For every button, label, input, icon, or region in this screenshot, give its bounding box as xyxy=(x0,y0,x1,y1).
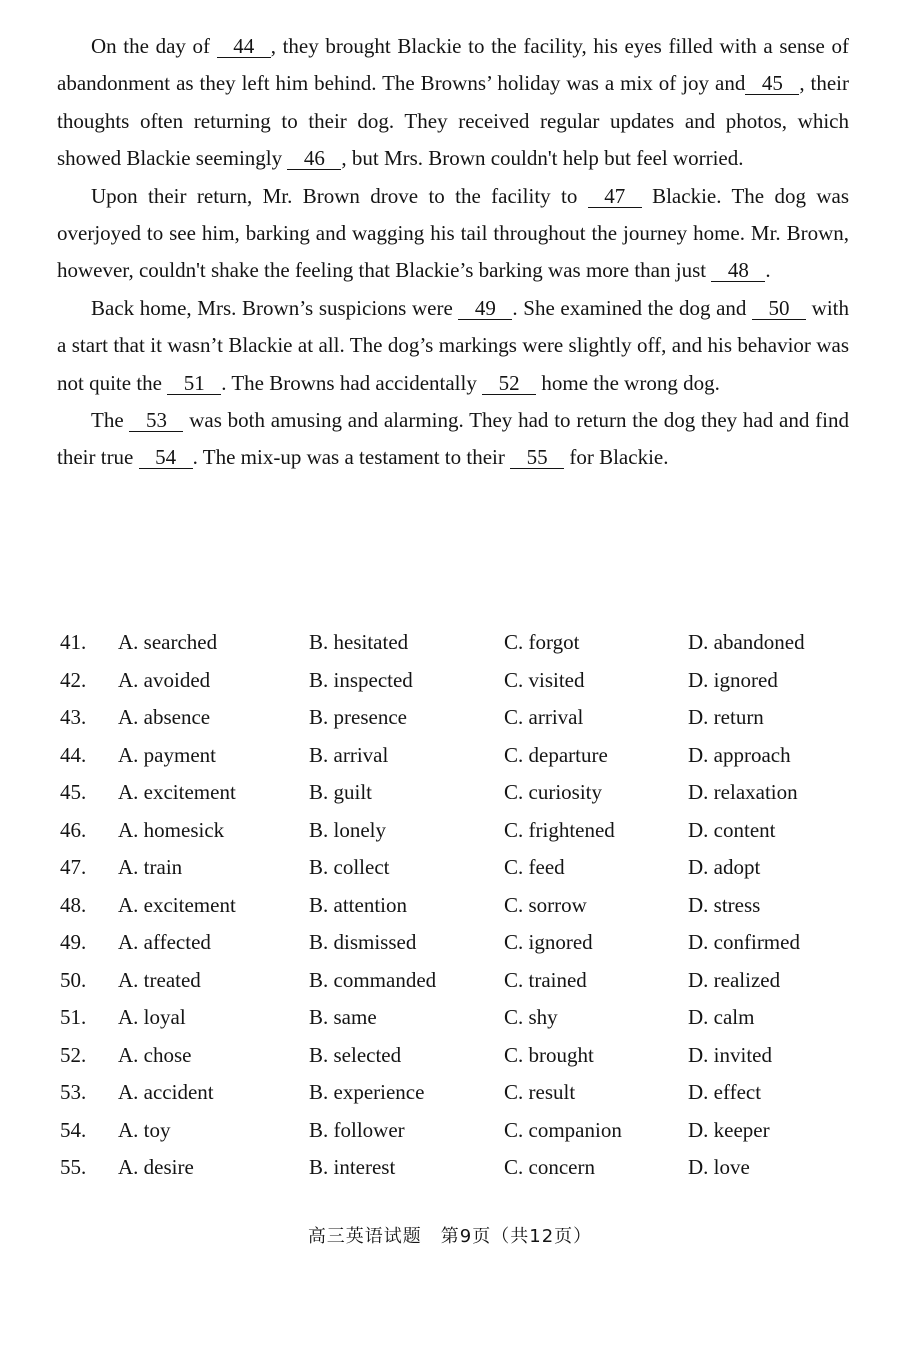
question-number: 44. xyxy=(60,742,87,767)
question-row xyxy=(60,968,850,1006)
question-number: 53. xyxy=(60,1080,87,1104)
option-a: A. payment xyxy=(118,742,216,767)
option-d: D. calm xyxy=(688,1005,755,1029)
paragraph-text: , their thoughts often returning to their dog. They received regular updates and photos, which showed Blackie seemingly xyxy=(57,71,850,171)
option-a: A. excitement xyxy=(118,780,236,804)
option-c: C. arrival xyxy=(504,705,584,729)
paragraph-text: On the day of xyxy=(91,34,217,58)
option-a: A. train xyxy=(118,855,183,879)
paragraph-text: with a start that it wasn’t Blackie at all. The dog’s markings were slightly off, and his behavior was not quite the xyxy=(57,295,850,395)
option-b: B. lonely xyxy=(309,817,386,842)
paragraph-text: Blackie. The dog was overjoyed to see him, barking and wagging his tail throughout the journey home. Mr. Brown, however, couldn't shake the feeling that Blackie’s barking was more than just xyxy=(57,183,849,283)
option-c: C. result xyxy=(504,1080,576,1104)
option-c: C. visited xyxy=(504,667,585,692)
paragraph-text: Back home, Mrs. Brown’s suspicions were xyxy=(91,295,459,320)
option-d: D. love xyxy=(688,1155,750,1179)
question-row xyxy=(60,630,850,668)
answer-options xyxy=(60,630,850,1193)
paragraph-text: . xyxy=(765,258,771,283)
blank-47: 47 xyxy=(588,185,642,208)
paragraph-text: The xyxy=(91,408,130,433)
option-a: A. desire xyxy=(118,1155,194,1179)
blank-51: 51 xyxy=(167,372,221,395)
option-b: B. collect xyxy=(309,855,390,879)
blank-45: 45 xyxy=(745,72,799,95)
option-b: B. commanded xyxy=(309,967,437,992)
option-d: D. stress xyxy=(688,892,761,917)
option-b: B. arrival xyxy=(309,742,389,767)
option-b: B. presence xyxy=(309,705,407,729)
option-a: A. treated xyxy=(118,967,201,992)
option-b: B. selected xyxy=(309,1042,402,1067)
question-number: 43. xyxy=(60,705,87,729)
option-a: A. affected xyxy=(118,930,211,954)
paragraph-text: . The mix-up was a testament to their xyxy=(192,445,511,470)
option-d: D. approach xyxy=(688,742,791,767)
option-c: C. forgot xyxy=(504,630,580,654)
paragraph-text: was both amusing and alarming. They had to return the dog they had and find their true xyxy=(57,408,849,470)
paragraph xyxy=(57,290,849,402)
option-a: A. loyal xyxy=(118,1005,186,1029)
blank-55: 55 xyxy=(510,446,564,469)
paragraph-text: . The Browns had accidentally xyxy=(221,370,483,395)
option-d: D. ignored xyxy=(688,667,778,692)
option-c: C. trained xyxy=(504,967,587,992)
question-number: 45. xyxy=(60,780,87,804)
option-c: C. sorrow xyxy=(504,892,587,917)
option-b: B. dismissed xyxy=(309,930,417,954)
question-row xyxy=(60,668,850,706)
option-a: A. chose xyxy=(118,1042,192,1067)
paragraph xyxy=(57,178,849,290)
question-row xyxy=(60,743,850,781)
option-b: B. guilt xyxy=(309,780,373,804)
blank-48: 48 xyxy=(711,259,765,282)
option-d: D. confirmed xyxy=(688,930,800,954)
question-row xyxy=(60,818,850,856)
option-b: B. follower xyxy=(309,1117,405,1142)
option-c: C. shy xyxy=(504,1005,558,1029)
question-row xyxy=(60,705,850,743)
question-row xyxy=(60,1043,850,1081)
paragraph-text: for Blackie. xyxy=(564,445,669,470)
option-a: A. accident xyxy=(118,1080,214,1104)
question-row xyxy=(60,893,850,931)
question-number: 42. xyxy=(60,667,87,692)
option-c: C. feed xyxy=(504,855,565,879)
cloze-passage xyxy=(57,28,849,477)
question-number: 41. xyxy=(60,630,87,654)
option-d: D. content xyxy=(688,817,776,842)
option-a: A. avoided xyxy=(118,667,211,692)
option-d: D. keeper xyxy=(688,1117,770,1142)
question-number: 50. xyxy=(60,967,87,992)
option-d: D. effect xyxy=(688,1080,762,1104)
option-d: D. invited xyxy=(688,1042,772,1067)
option-b: B. same xyxy=(309,1005,377,1029)
paragraph-text: , they brought Blackie to the facility, his eyes filled with a sense of abandonment as they left him behind. The Browns’ holiday was a mix of joy and xyxy=(57,34,850,96)
option-d: D. relaxation xyxy=(688,780,798,804)
option-c: C. brought xyxy=(504,1042,594,1067)
option-a: A. toy xyxy=(118,1117,171,1142)
question-number: 47. xyxy=(60,855,87,879)
question-row xyxy=(60,780,850,818)
option-d: D. abandoned xyxy=(688,630,805,654)
question-row xyxy=(60,855,850,893)
option-b: B. interest xyxy=(309,1155,396,1179)
option-a: A. homesick xyxy=(118,817,225,842)
option-a: A. absence xyxy=(118,705,211,729)
blank-54: 54 xyxy=(139,446,193,469)
option-a: A. searched xyxy=(118,630,218,654)
option-c: C. curiosity xyxy=(504,780,602,804)
question-row xyxy=(60,1005,850,1043)
question-number: 55. xyxy=(60,1155,87,1179)
blank-46: 46 xyxy=(287,147,341,170)
question-number: 46. xyxy=(60,817,87,842)
option-d: D. return xyxy=(688,705,764,729)
question-row xyxy=(60,1155,850,1193)
question-number: 54. xyxy=(60,1117,87,1142)
option-c: C. ignored xyxy=(504,930,593,954)
blank-53: 53 xyxy=(129,409,183,432)
blank-44: 44 xyxy=(217,35,271,58)
page-footer: 高三英语试题 第9页（共12页） xyxy=(307,1226,593,1247)
option-b: B. attention xyxy=(309,892,407,917)
blank-52: 52 xyxy=(482,372,536,395)
option-d: D. adopt xyxy=(688,855,761,879)
paragraph-text: home the wrong dog. xyxy=(536,370,720,395)
option-c: C. frightened xyxy=(504,817,615,842)
question-number: 51. xyxy=(60,1005,87,1029)
paragraph xyxy=(57,402,849,477)
option-b: B. hesitated xyxy=(309,630,409,654)
question-row xyxy=(60,930,850,968)
question-row xyxy=(60,1118,850,1156)
option-d: D. realized xyxy=(688,967,781,992)
option-c: C. departure xyxy=(504,742,608,767)
paragraph-text: , but Mrs. Brown couldn't help but feel worried. xyxy=(341,146,744,171)
paragraph-text: . She examined the dog and xyxy=(512,295,753,320)
blank-49: 49 xyxy=(458,297,512,320)
question-number: 48. xyxy=(60,892,87,917)
option-c: C. companion xyxy=(504,1117,622,1142)
option-b: B. experience xyxy=(309,1080,425,1104)
blank-50: 50 xyxy=(752,297,806,320)
option-b: B. inspected xyxy=(309,667,413,692)
question-number: 49. xyxy=(60,930,87,954)
paragraph-text: Upon their return, Mr. Brown drove to the facility to xyxy=(91,183,588,208)
question-row xyxy=(60,1080,850,1118)
question-number: 52. xyxy=(60,1042,87,1067)
paragraph xyxy=(57,28,849,178)
option-c: C. concern xyxy=(504,1155,595,1179)
option-a: A. excitement xyxy=(118,892,236,917)
